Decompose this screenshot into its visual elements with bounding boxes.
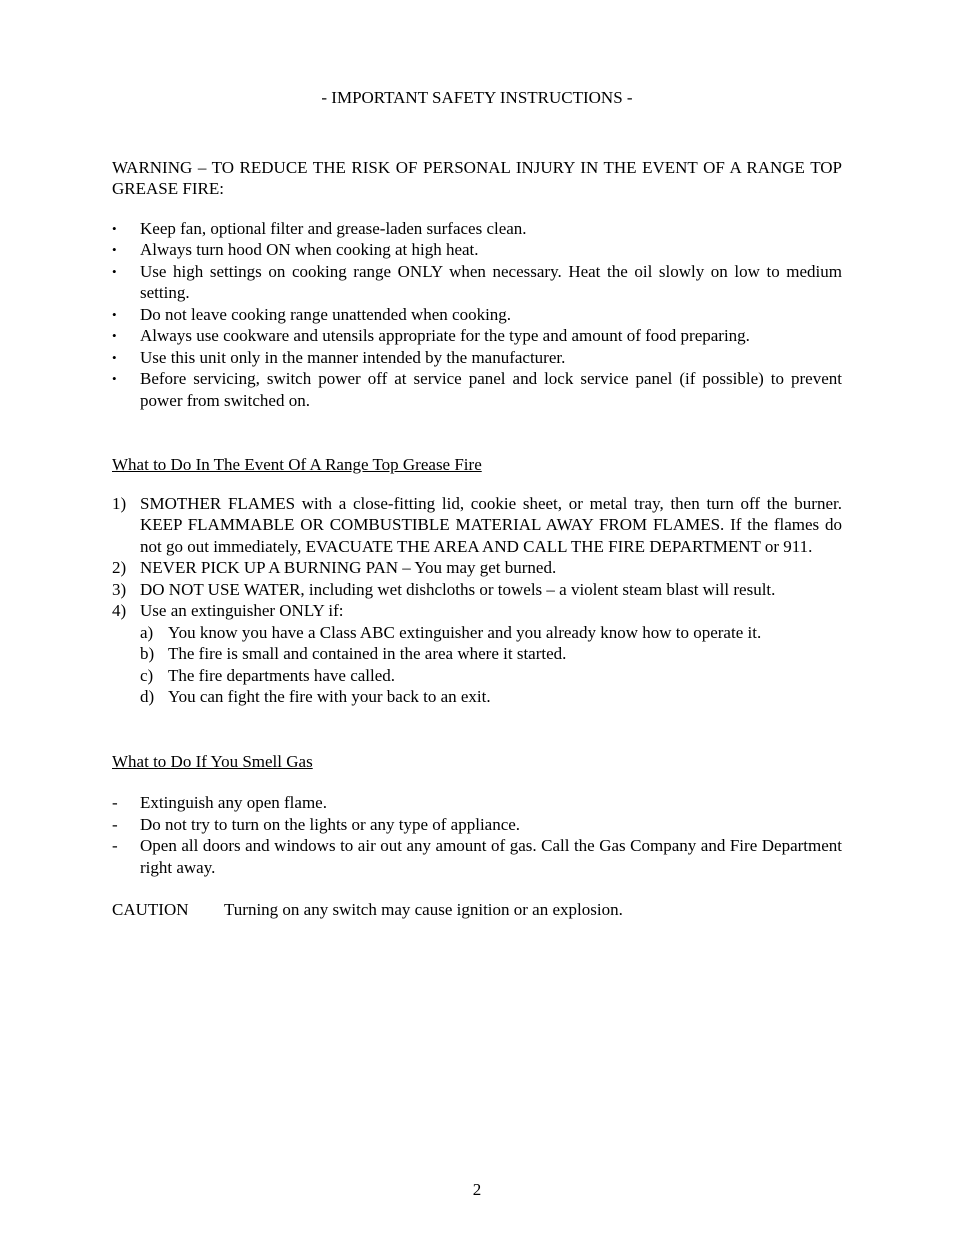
sub-step-text: The fire is small and contained in the area where it started. (168, 644, 567, 663)
grease-fire-steps (112, 493, 842, 708)
document-page (112, 87, 842, 921)
list-item (112, 325, 842, 347)
list-item-text: Extinguish any open flame. (140, 793, 327, 812)
document-title: - IMPORTANT SAFETY INSTRUCTIONS - (321, 88, 633, 107)
grease-fire-heading: What to Do In The Event Of A Range Top Grease Fire (112, 455, 482, 474)
list-item-text: Open all doors and windows to air out any amount of gas. Call the Gas Company and Fire Department right away. (140, 836, 842, 877)
sub-step-text: You know you have a Class ABC extinguisher and you already know how to operate it. (168, 622, 762, 642)
bullet-icon: • (112, 349, 117, 365)
list-item-text: Do not try to turn on the lights or any type of appliance. (140, 814, 521, 834)
step-text: SMOTHER FLAMES with a close-fitting lid, cookie sheet, or metal tray, then turn off the burner. KEEP FLAMMABLE OR COMBUSTIBLE MATERIAL AWAY FROM FLAMES. If the flames do not go out immediately, EVACUATE THE AREA AND CALL THE FIRE DEPARTMENT or 911. (140, 493, 842, 556)
list-item-text: Always use cookware and utensils appropriate for the type and amount of food preparing. (140, 326, 750, 345)
list-item-text: Keep fan, optional filter and grease-laden surfaces clean. (140, 218, 527, 238)
list-item (112, 814, 842, 836)
list-item-text: Always turn hood ON when cooking at high heat. (140, 240, 479, 259)
list-item-text: Before servicing, switch power off at service panel and lock service panel (if possible) to prevent power from switched on. (140, 369, 842, 410)
caution-label: CAUTION (112, 900, 189, 919)
bullet-icon: • (112, 328, 117, 343)
step-item (112, 557, 842, 579)
step-text: NEVER PICK UP A BURNING PAN – You may get burned. (140, 558, 557, 577)
dash-marker: - (112, 836, 118, 855)
sub-step-letter: a) (140, 622, 154, 642)
extinguisher-conditions (140, 622, 842, 708)
sub-step-item (140, 643, 842, 665)
list-item-text: Do not leave cooking range unattended when cooking. (140, 304, 512, 324)
gas-smell-heading: What to Do If You Smell Gas (112, 751, 313, 771)
list-item (112, 368, 842, 411)
bullet-icon: • (112, 306, 117, 322)
list-item (112, 218, 842, 240)
list-item (112, 304, 842, 326)
sub-step-letter: b) (140, 644, 155, 663)
sub-step-letter: d) (140, 687, 155, 706)
list-item (112, 239, 842, 261)
page-number: 2 (472, 1180, 482, 1199)
list-item-text: Use high settings on cooking range ONLY when necessary. Heat the oil slowly on low to medium setting. (140, 261, 842, 302)
caution-note (112, 899, 842, 921)
list-item (112, 792, 842, 814)
step-number: 1) (112, 493, 127, 513)
step-text: Use an extinguisher ONLY if: (140, 601, 344, 620)
list-item-text: Use this unit only in the manner intended by the manufacturer. (140, 347, 566, 367)
sub-step-item (140, 665, 842, 687)
warning-bullet-list (112, 218, 842, 412)
sub-step-item (140, 622, 842, 644)
step-number: 3) (112, 579, 127, 599)
step-item (112, 493, 842, 558)
dash-marker: - (112, 793, 118, 812)
caution-text: Turning on any switch may cause ignition or an explosion. (224, 900, 623, 919)
warning-text: WARNING – TO REDUCE THE RISK OF PERSONAL INJURY IN THE EVENT OF A RANGE TOP GREASE FIRE: (112, 157, 842, 198)
step-item (112, 600, 842, 708)
sub-step-text: You can fight the fire with your back to an exit. (168, 687, 491, 706)
bullet-icon: • (112, 220, 117, 236)
sub-step-text: The fire departments have called. (168, 665, 396, 685)
bullet-icon: • (112, 371, 117, 386)
step-number: 4) (112, 601, 127, 620)
step-item (112, 579, 842, 601)
step-text: DO NOT USE WATER, including wet dishcloths or towels – a violent steam blast will result. (140, 579, 776, 599)
gas-smell-list (112, 792, 842, 878)
sub-step-letter: c) (140, 665, 154, 685)
list-item (112, 261, 842, 304)
bullet-icon: • (112, 242, 117, 257)
step-number: 2) (112, 558, 127, 577)
dash-marker: - (112, 814, 118, 834)
list-item (112, 835, 842, 878)
sub-step-item (140, 686, 842, 708)
list-item (112, 347, 842, 369)
bullet-icon: • (112, 263, 117, 279)
